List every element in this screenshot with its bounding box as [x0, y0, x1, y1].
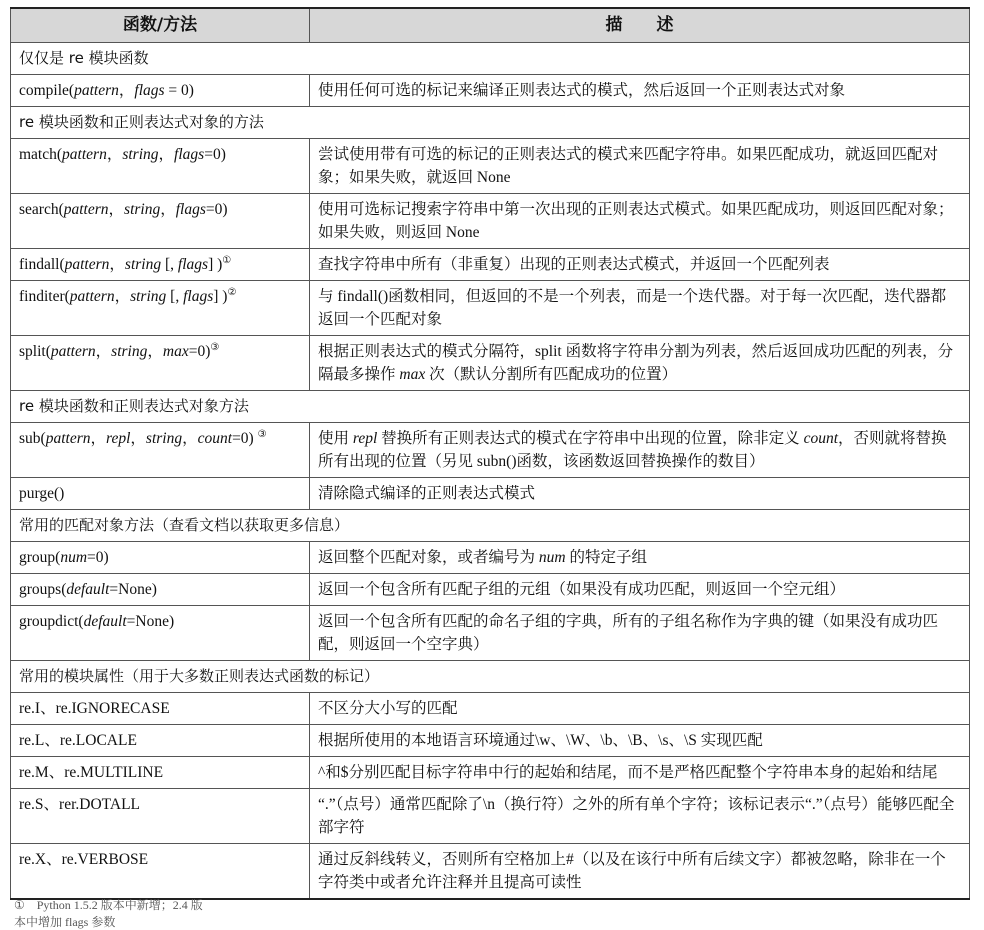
function-cell: search(pattern，string，flags=0) [11, 194, 310, 249]
section-title: re 模块函数和正则表达式对象方法 [11, 391, 970, 423]
description-cell: 使用可选标记搜索字符串中第一次出现的正则表达式模式。如果匹配成功，则返回匹配对象；如果失败，则返回 None [310, 194, 970, 249]
footnote: ① Python 1.5.2 版本中新增；2.4 版本中增加 flags 参数 [14, 898, 203, 929]
function-cell: split(pattern，string，max=0)③ [11, 336, 310, 391]
table-row [11, 693, 970, 725]
description-cell: 根据正则表达式的模式分隔符，split 函数将字符串分割为列表，然后返回成功匹配的列表，分隔最多操作 max 次（默认分割所有匹配成功的位置） [310, 336, 970, 391]
header-description: 描 述 [310, 8, 970, 43]
description-cell: 尝试使用带有可选的标记的正则表达式的模式来匹配字符串。如果匹配成功，就返回匹配对象；如果失败，就返回 None [310, 139, 970, 194]
table-row [11, 542, 970, 574]
function-cell: compile(pattern，flags = 0) [11, 75, 310, 107]
description-cell: 返回一个包含所有匹配的命名子组的字典，所有的子组名称作为字典的键（如果没有成功匹配，则返回一个空字典） [310, 606, 970, 661]
section-row [11, 107, 970, 139]
function-cell: re.M、re.MULTILINE [11, 757, 310, 789]
table-row [11, 139, 970, 194]
table-row [11, 574, 970, 606]
description-cell: 根据所使用的本地语言环境通过\w、\W、\b、\B、\s、\S 实现匹配 [310, 725, 970, 757]
table-row [11, 844, 970, 900]
section-row [11, 391, 970, 423]
function-cell: re.S、rer.DOTALL [11, 789, 310, 844]
table-row [11, 478, 970, 510]
description-cell: 不区分大小写的匹配 [310, 693, 970, 725]
description-cell: 使用 repl 替换所有正则表达式的模式在字符串中出现的位置，除非定义 count，否则就将替换所有出现的位置（另见 subn()函数，该函数返回替换操作的数目） [310, 423, 970, 478]
section-title: 仅仅是 re 模块函数 [11, 43, 970, 75]
description-cell: 与 findall()函数相同，但返回的不是一个列表，而是一个迭代器。对于每一次匹配，迭代器都返回一个匹配对象 [310, 281, 970, 336]
table-row [11, 75, 970, 107]
table-header-row [11, 8, 970, 43]
function-cell: group(num=0) [11, 542, 310, 574]
function-cell: purge() [11, 478, 310, 510]
table-row [11, 194, 970, 249]
function-cell: groups(default=None) [11, 574, 310, 606]
table-row [11, 757, 970, 789]
table-row [11, 606, 970, 661]
description-cell: 通过反斜线转义，否则所有空格加上#（以及在该行中所有后续文字）都被忽略，除非在一个字符类中或者允许注释并且提高可读性 [310, 844, 970, 900]
function-cell: re.X、re.VERBOSE [11, 844, 310, 900]
table-row [11, 725, 970, 757]
table-row [11, 336, 970, 391]
table-row [11, 249, 970, 281]
description-cell: 返回整个匹配对象，或者编号为 num 的特定子组 [310, 542, 970, 574]
section-title: 常用的模块属性（用于大多数正则表达式函数的标记） [11, 661, 970, 693]
section-row [11, 43, 970, 75]
description-cell: ^和$分别匹配目标字符串中行的起始和结尾，而不是严格匹配整个字符串本身的起始和结尾 [310, 757, 970, 789]
table-row [11, 789, 970, 844]
section-row [11, 510, 970, 542]
description-cell: “.”（点号）通常匹配除了\n（换行符）之外的所有单个字符；该标记表示“.”（点号）能够匹配全部字符 [310, 789, 970, 844]
description-cell: 查找字符串中所有（非重复）出现的正则表达式模式，并返回一个匹配列表 [310, 249, 970, 281]
function-cell: re.I、re.IGNORECASE [11, 693, 310, 725]
section-row [11, 661, 970, 693]
section-title: re 模块函数和正则表达式对象的方法 [11, 107, 970, 139]
function-cell: finditer(pattern，string [, flags] )② [11, 281, 310, 336]
description-cell: 清除隐式编译的正则表达式模式 [310, 478, 970, 510]
description-cell: 使用任何可选的标记来编译正则表达式的模式，然后返回一个正则表达式对象 [310, 75, 970, 107]
regex-reference-table [10, 7, 970, 900]
function-cell: groupdict(default=None) [11, 606, 310, 661]
table-body [11, 43, 970, 900]
function-cell: re.L、re.LOCALE [11, 725, 310, 757]
table-row [11, 423, 970, 478]
description-cell: 返回一个包含所有匹配子组的元组（如果没有成功匹配，则返回一个空元组） [310, 574, 970, 606]
function-cell: findall(pattern，string [, flags] )① [11, 249, 310, 281]
table-row [11, 281, 970, 336]
function-cell: sub(pattern，repl，string，count=0) ③ [11, 423, 310, 478]
function-cell: match(pattern，string，flags=0) [11, 139, 310, 194]
header-function-method: 函数/方法 [11, 8, 310, 43]
section-title: 常用的匹配对象方法（查看文档以获取更多信息） [11, 510, 970, 542]
